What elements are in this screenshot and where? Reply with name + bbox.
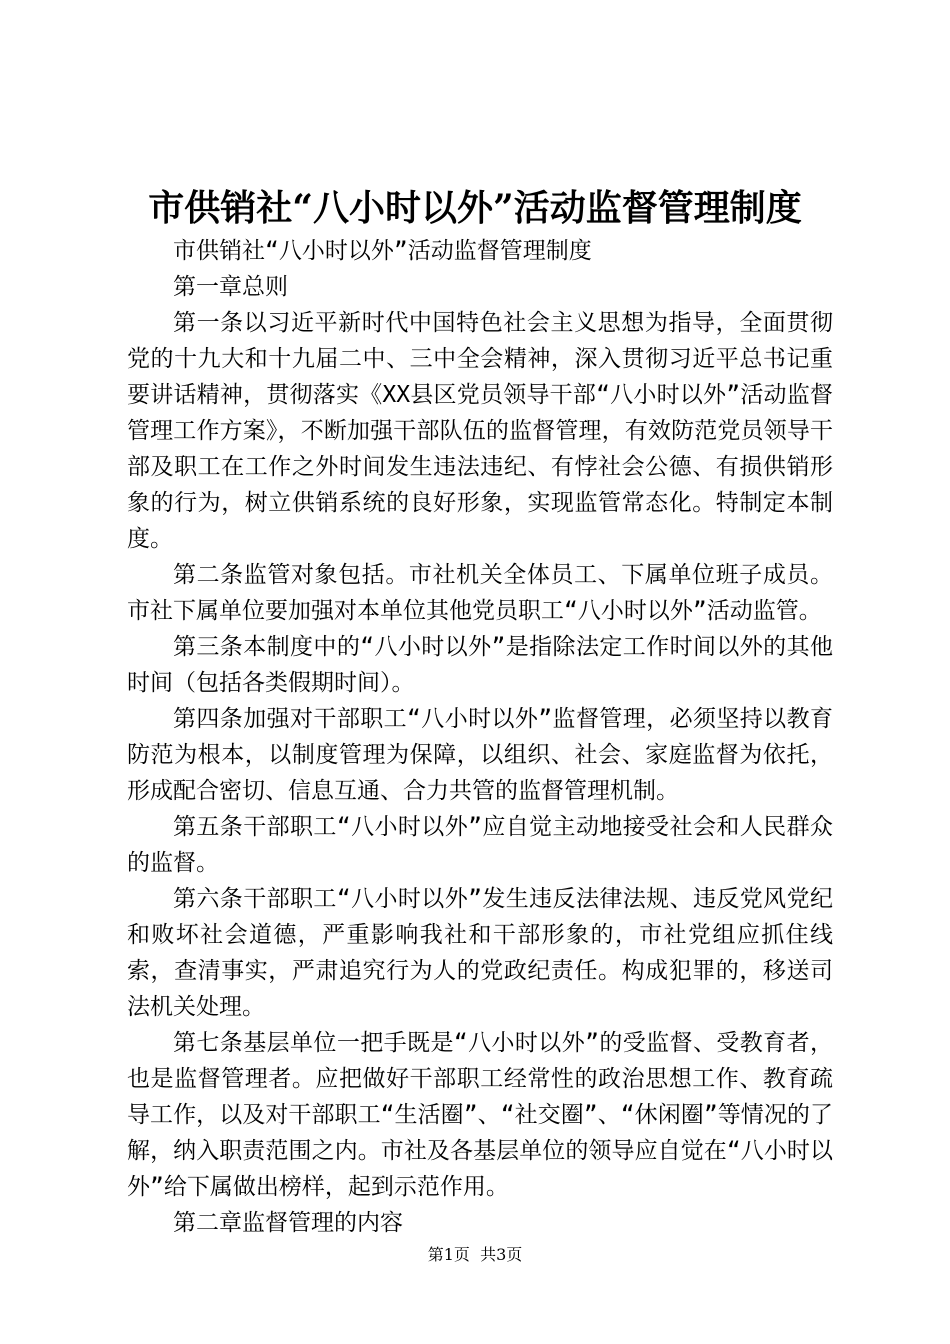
page-footer	[0, 1243, 950, 1267]
body-paragraph: 第二条监管对象包括。市社机关全体员工、下属单位班子成员。市社下属单位要加强对本单位其他党员职工“八小时以外”活动监管。	[127, 562, 833, 624]
body-paragraph: 第六条干部职工“八小时以外”发生违反法律法规、违反党风党纪和败坏社会道德，严重影响我社和干部形象的，市社党组应抓住线索，查清事实，严肃追究行为人的党政纪责任。构成犯罪的，移送司法机关处理。	[127, 886, 833, 1020]
body-paragraph: 第五条干部职工“八小时以外”应自觉主动地接受社会和人民群众的监督。	[127, 814, 833, 876]
chapter-heading: 第一章总则	[173, 274, 288, 300]
body-paragraph: 第七条基层单位一把手既是“八小时以外”的受监督、受教育者，也是监督管理者。应把做好干部职工经常性的政治思想工作、教育疏导工作，以及对干部职工“生活圈”、“社交圈”、“休闲圈”等情况的了解，纳入职责范围之内。市社及各基层单位的领导应自觉在“八小时以外”给下属做出榜样，起到示范作用。	[127, 1030, 833, 1200]
body-paragraph: 第一条以习近平新时代中国特色社会主义思想为指导，全面贯彻党的十九大和十九届二中、三中全会精神，深入贯彻习近平总书记重要讲话精神，贯彻落实《XX县区党员领导干部“八小时以外”活动监督管理工作方案》，不断加强干部队伍的监督管理，有效防范党员领导干部及职工在工作之外时间发生违法违纪、有悖社会公德、有损供销形象的行为，树立供销系统的良好形象，实现监管常态化。特制定本制度。	[127, 310, 833, 552]
body-paragraph: 市供销社“八小时以外”活动监督管理制度	[173, 238, 592, 264]
document-body	[127, 233, 833, 1241]
body-paragraph: 第四条加强对干部职工“八小时以外”监督管理，必须坚持以教育防范为根本，以制度管理为保障，以组织、社会、家庭监督为依托，形成配合密切、信息互通、合力共管的监督管理机制。	[127, 706, 833, 804]
chapter-heading: 第二章监督管理的内容	[173, 1210, 403, 1236]
document-title: 市供销社“八小时以外”活动监督管理制度	[148, 187, 802, 229]
page-total: 共3页	[480, 1245, 523, 1264]
body-paragraph: 第三条本制度中的“八小时以外”是指除法定工作时间以外的其他时间（包括各类假期时间）。	[127, 634, 833, 696]
page-number: 第1页	[427, 1245, 470, 1264]
